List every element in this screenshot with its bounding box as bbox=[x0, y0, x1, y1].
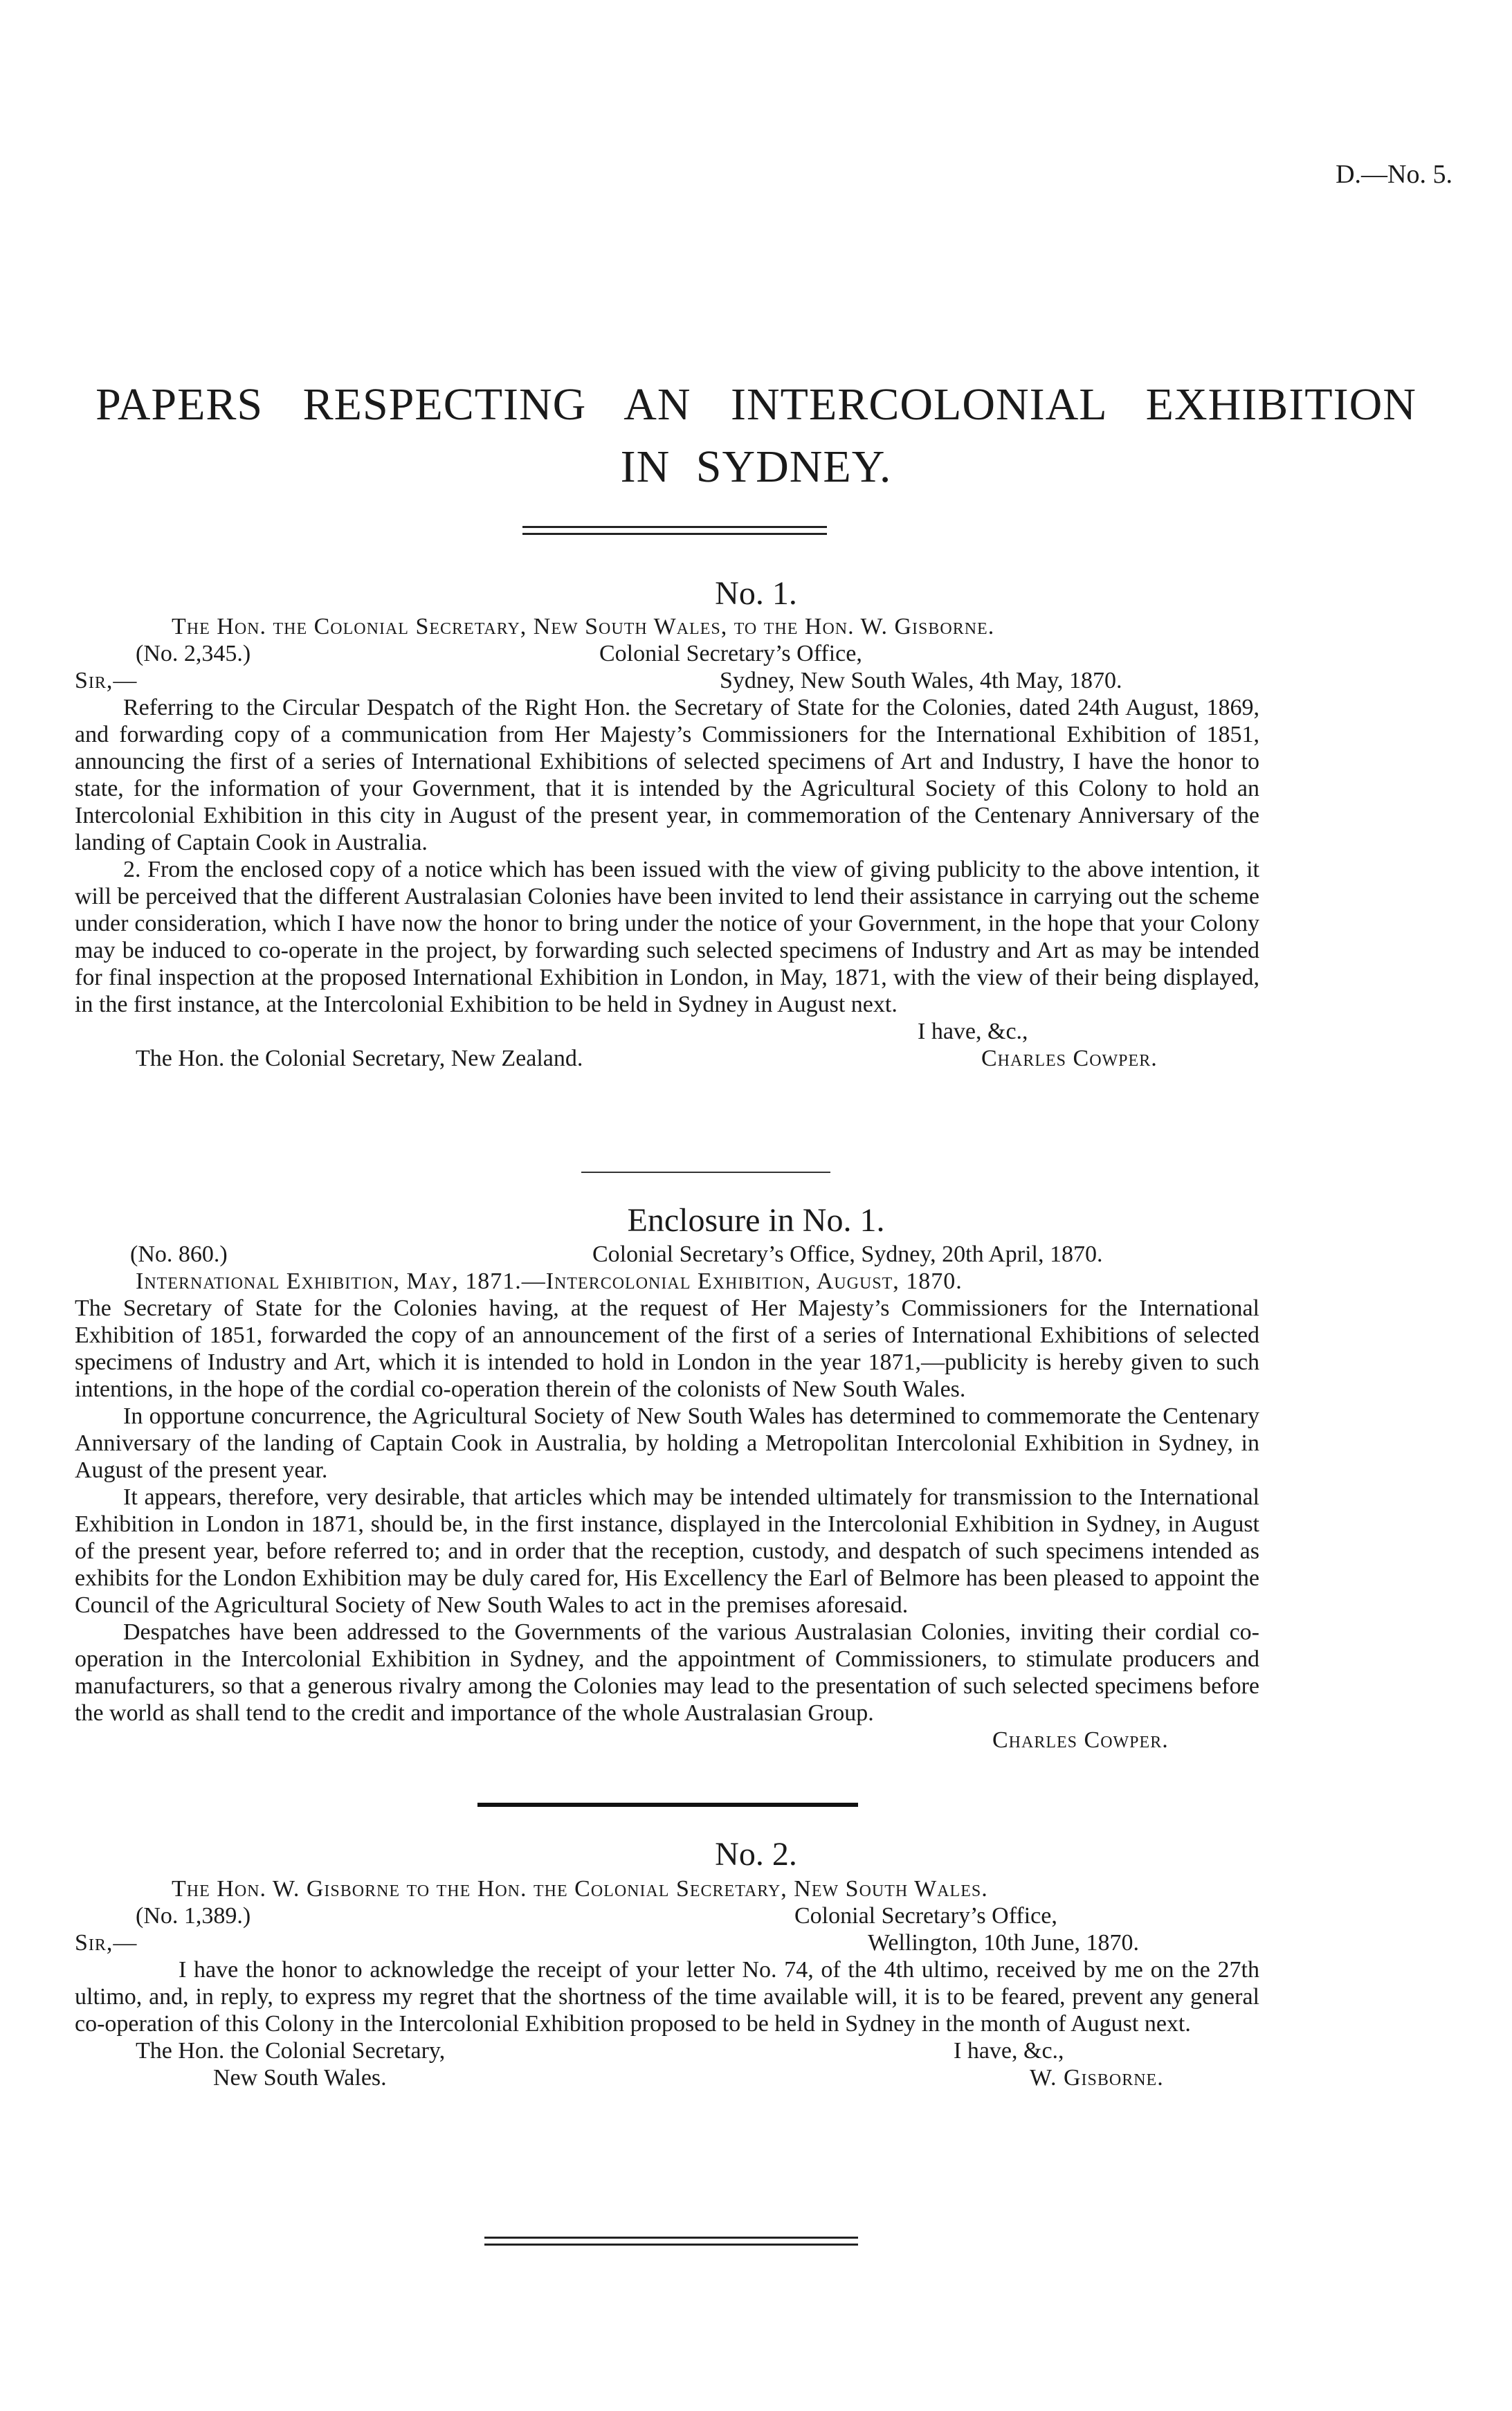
page-title bbox=[0, 374, 1512, 498]
no2-paragraph-1: I have the honor to acknowledge the receipt of your letter No. 74, of the 4th ultimo, received by me on the 27th ultimo, and, in reply, to express my regret that the shortness of the time available will, it is to be feared, prevent any general co-operation of this Colony in the Intercolonial Exhibition proposed to be held in Sydney in the month of August next. bbox=[75, 1957, 1259, 2037]
no2-addressee-row-1 bbox=[75, 2037, 1259, 2064]
enclosure-paragraph-4: Despatches have been addressed to the Governments of the various Australasian Colonies, inviting their cordial co-operation in the Intercolonial Exhibition in Sydney, and the appointment of Commissioners, to stimulate producers and manufacturers, so that a generous rivalry among the Colonies may lead to the presentation of such selected specimens before the world as shall tend to the credit and importance of the whole Australasian Group. bbox=[75, 1619, 1259, 1726]
no2-signature: W. Gisborne. bbox=[1030, 2065, 1164, 2091]
no1-office: Colonial Secretary’s Office, bbox=[599, 641, 862, 666]
no2-addressee-line-2: New South Wales. bbox=[213, 2065, 387, 2091]
document-reference: D.—No. 5. bbox=[1336, 160, 1452, 189]
no1-paragraph-1: Referring to the Circular Despatch of the Right Hon. the Secretary of State for the Colonies, dated 24th August, 1869, and forwarding copy of a communication from Her Majesty’s Commissioners for the International Exhibition of 1851, announcing the first of a series of International Exhibitions of selected specimens of Art and Industry, I have the honor to state, for the information of your Government, that it is intended by the Agricultural Society of this Colony to hold an Intercolonial Exhibition in this city in August of the present year, in commemoration of the Centenary Anniversary of the landing of Captain Cook in Australia. bbox=[75, 695, 1259, 855]
title-line-2: IN SYDNEY. bbox=[620, 442, 892, 492]
no2-from-to-row bbox=[75, 1875, 1259, 1902]
no1-from-to-row bbox=[75, 613, 1259, 640]
no2-addressee-line-1: The Hon. the Colonial Secretary, bbox=[136, 2038, 446, 2064]
no1-heading: No. 1. bbox=[715, 575, 797, 612]
no2-number: (No. 1,389.) bbox=[136, 1903, 251, 1929]
title-double-rule bbox=[522, 526, 827, 535]
no1-number: (No. 2,345.) bbox=[136, 641, 251, 666]
enclosure-notice bbox=[75, 1241, 1259, 1754]
no2-salutation-row bbox=[75, 1929, 1259, 1956]
enclosure-paragraph-1: The Secretary of State for the Colonies having, at the request of Her Majesty’s Commissioners for the International Exhibition of 1851, forwarded the copy of an announcement of the first of a series of International Exhibitions of selected specimens of Industry and Art, which it is intended to hold in London in the year 1871,—publicity is hereby given to such intentions, in the hope of the cordial co-operation therein of the colonists of New South Wales. bbox=[75, 1295, 1259, 1402]
no2-place-date: Wellington, 10th June, 1870. bbox=[868, 1930, 1140, 1956]
no2-addressee-row-2 bbox=[75, 2064, 1259, 2091]
no1-divider bbox=[581, 1172, 830, 1173]
enclosure-office-date: Colonial Secretary’s Office, Sydney, 20th April, 1870. bbox=[592, 1241, 1103, 1267]
no1-addressee: The Hon. the Colonial Secretary, New Zealand. bbox=[136, 1046, 583, 1071]
enclosure-heading: Enclosure in No. 1. bbox=[627, 1202, 885, 1239]
no1-from-to: The Hon. the Colonial Secretary, New South Wales, to the Hon. W. Gisborne. bbox=[172, 614, 995, 639]
no1-signature: Charles Cowper. bbox=[981, 1046, 1158, 1071]
enclosure-number-row bbox=[75, 1241, 1259, 1268]
no2-salutation: Sir,— bbox=[75, 1930, 138, 1956]
enclosure-subject-row bbox=[75, 1268, 1259, 1295]
no1-addressee-row bbox=[75, 1045, 1259, 1072]
closing-double-rule bbox=[484, 2237, 858, 2246]
no1-paragraph-2: 2. From the enclosed copy of a notice which has been issued with the view of giving publicity to the above intention, it will be perceived that the different Australasian Colonies have been invited to lend their assistance in carrying out the scheme under consideration, which I have now the honor to bring under the notice of your Government, in the hope that your Colony may be induced to co-operate in the project, by forwarding such selected specimens of Industry and Art as may be intended for final inspection at the proposed International Exhibition in London, in May, 1871, with the view of their being displayed, in the first instance, at the Intercolonial Exhibition to be held in Sydney in August next. bbox=[75, 857, 1259, 1017]
enclosure-signature-row bbox=[75, 1727, 1259, 1754]
no2-office: Colonial Secretary’s Office, bbox=[794, 1903, 1057, 1929]
no1-closing-row bbox=[75, 1018, 1259, 1045]
title-line-1: PAPERS RESPECTING AN INTERCOLONIAL EXHIBITION bbox=[95, 379, 1417, 430]
no2-closing: I have, &c., bbox=[954, 2038, 1064, 2064]
enclosure-signature: Charles Cowper. bbox=[992, 1727, 1169, 1753]
no2-number-row bbox=[75, 1902, 1259, 1929]
enclosure-divider bbox=[477, 1803, 858, 1807]
no2-heading: No. 2. bbox=[715, 1836, 797, 1873]
no1-closing: I have, &c., bbox=[918, 1019, 1028, 1044]
no1-salutation: Sir,— bbox=[75, 668, 138, 693]
no1-letter bbox=[75, 613, 1259, 1072]
no2-from-to: The Hon. W. Gisborne to the Hon. the Colonial Secretary, New South Wales. bbox=[172, 1876, 988, 1902]
enclosure-subject: International Exhibition, May, 1871.—Intercolonial Exhibition, August, 1870. bbox=[136, 1268, 963, 1294]
enclosure-paragraph-3: It appears, therefore, very desirable, that articles which may be intended ultimately for transmission to the International Exhibition in London in 1871, should be, in the first instance, displayed in the Intercolonial Exhibition in Sydney, in August of the present year, before referred to; and in order that the reception, custody, and despatch of such specimens intended as exhibits for the London Exhibition may be duly cared for, His Excellency the Earl of Belmore has been pleased to appoint the Council of the Agricultural Society of New South Wales to act in the premises aforesaid. bbox=[75, 1484, 1259, 1618]
no2-letter bbox=[75, 1875, 1259, 2091]
enclosure-number: (No. 860.) bbox=[130, 1241, 228, 1267]
enclosure-paragraph-2: In opportune concurrence, the Agricultural Society of New South Wales has determined to commemorate the Centenary Anniversary of the landing of Captain Cook in Australia, by holding a Metropolitan Intercolonial Exhibition in Sydney, in August of the present year. bbox=[75, 1403, 1259, 1483]
no1-place-date: Sydney, New South Wales, 4th May, 1870. bbox=[720, 668, 1122, 693]
no1-number-row bbox=[75, 640, 1259, 667]
no1-salutation-row bbox=[75, 667, 1259, 694]
